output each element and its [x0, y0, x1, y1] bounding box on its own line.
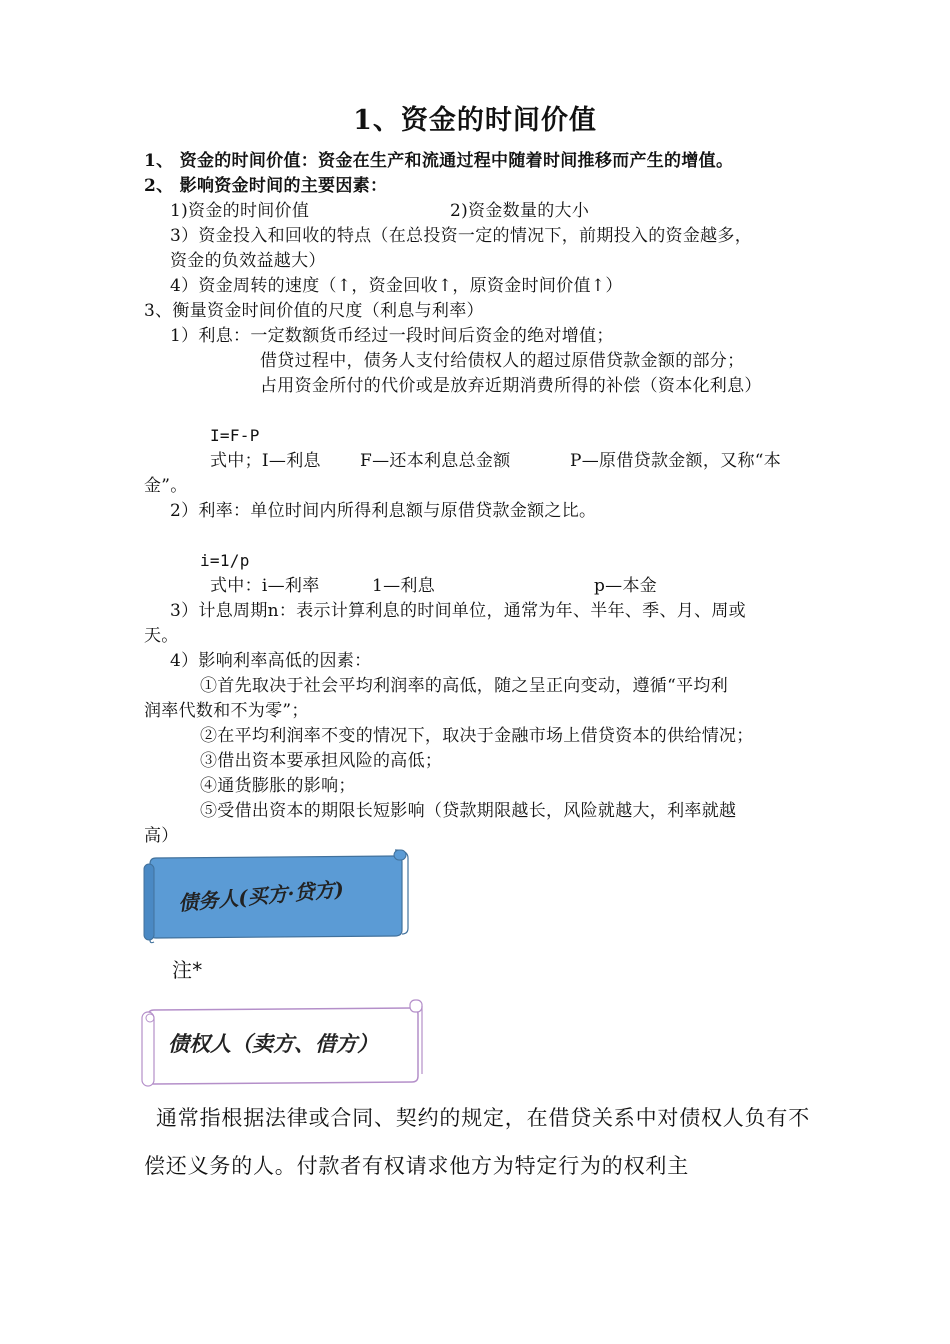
- rate-factor-4: ④通货膨胀的影响；: [200, 776, 356, 796]
- section-3: 3、衡量资金时间价值的尺度（利息与利率）: [144, 301, 484, 321]
- rate-factor-5: ⑤受借出资本的期限长短影响（贷款期限越长，风险就越大，利率就越: [200, 801, 737, 821]
- formula-rate: i=1/p: [200, 551, 250, 570]
- creditor-banner-label: 债权人（卖方、借方）: [168, 1031, 378, 1056]
- rate-def: 2）利率：单位时间内所得利息额与原借贷款金额之比。: [170, 501, 597, 521]
- rate-factor-5-cont: 高）: [144, 826, 179, 846]
- formula-interest: I=F-P: [210, 426, 260, 445]
- formula-rate-legend-p: p—本金: [594, 576, 658, 596]
- period-def-cont: 天。: [144, 626, 179, 646]
- factor-4: 4）资金周转的速度（↑，资金回收↑，原资金时间价值↑）: [170, 276, 623, 296]
- rate-factor-3: ③借出资本要承担风险的高低；: [200, 751, 443, 771]
- factor-1: 1)资金的时间价值: [170, 201, 310, 221]
- period-def: 3）计息周期n：表示计算利息的时间单位，通常为年、半年、季、月、周或: [170, 601, 746, 621]
- rate-factors-heading: 4）影响利率高低的因素：: [170, 651, 372, 671]
- interest-def: 1）利息：一定数额货币经过一段时间后资金的绝对增值；: [170, 326, 614, 346]
- page-title: 1、资金的时间价值: [353, 105, 597, 136]
- rate-factor-2: ②在平均利润率不变的情况下，取决于金融市场上借贷资本的供给情况；: [200, 726, 754, 746]
- rate-factor-1: ①首先取决于社会平均利润率的高低，随之呈正向变动，遵循“平均利: [200, 676, 728, 696]
- formula-interest-legend-f: F—还本利息总金额: [360, 451, 511, 471]
- formula-interest-legend-p: P—原借贷款金额，又称“本: [570, 451, 782, 471]
- section-1: 1、 资金的时间价值：资金在生产和流通过程中随着时间推移而产生的增值。: [144, 151, 734, 171]
- formula-rate-legend-1: 1—利息: [372, 576, 436, 596]
- section-2: 2、 影响资金时间的主要因素：: [144, 176, 388, 196]
- factor-3-cont: 资金的负效益越大）: [170, 251, 326, 271]
- factor-2: 2)资金数量的大小: [450, 201, 590, 221]
- debtor-banner-label: 债务人(买方·贷方): [177, 876, 345, 916]
- factor-3: 3）资金投入和回收的特点（在总投资一定的情况下，前期投入的资金越多，: [170, 226, 753, 246]
- formula-interest-legend-cont: 金”。: [144, 476, 188, 496]
- note-label: 注*: [172, 958, 203, 982]
- creditor-banner: [140, 996, 426, 1090]
- interest-def-3: 占用资金所付的代价或是放弃近期消费所得的补偿（资本化利息）: [260, 376, 762, 396]
- debtor-banner: [140, 848, 410, 944]
- formula-rate-legend-i: 式中：i—利率: [210, 576, 320, 596]
- interest-def-2: 借贷过程中，债务人支付给债权人的超过原借贷款金额的部分；: [260, 351, 745, 371]
- rate-factor-1-cont: 润率代数和不为零”；: [144, 701, 309, 721]
- body-paragraph: 通常指根据法律或合同、契约的规定，在借贷关系中对债权人负有不偿还义务的人。付款者有权请求他方为特定行为的权利主: [144, 1106, 810, 1178]
- formula-interest-legend-i: 式中；I—利息: [210, 451, 321, 471]
